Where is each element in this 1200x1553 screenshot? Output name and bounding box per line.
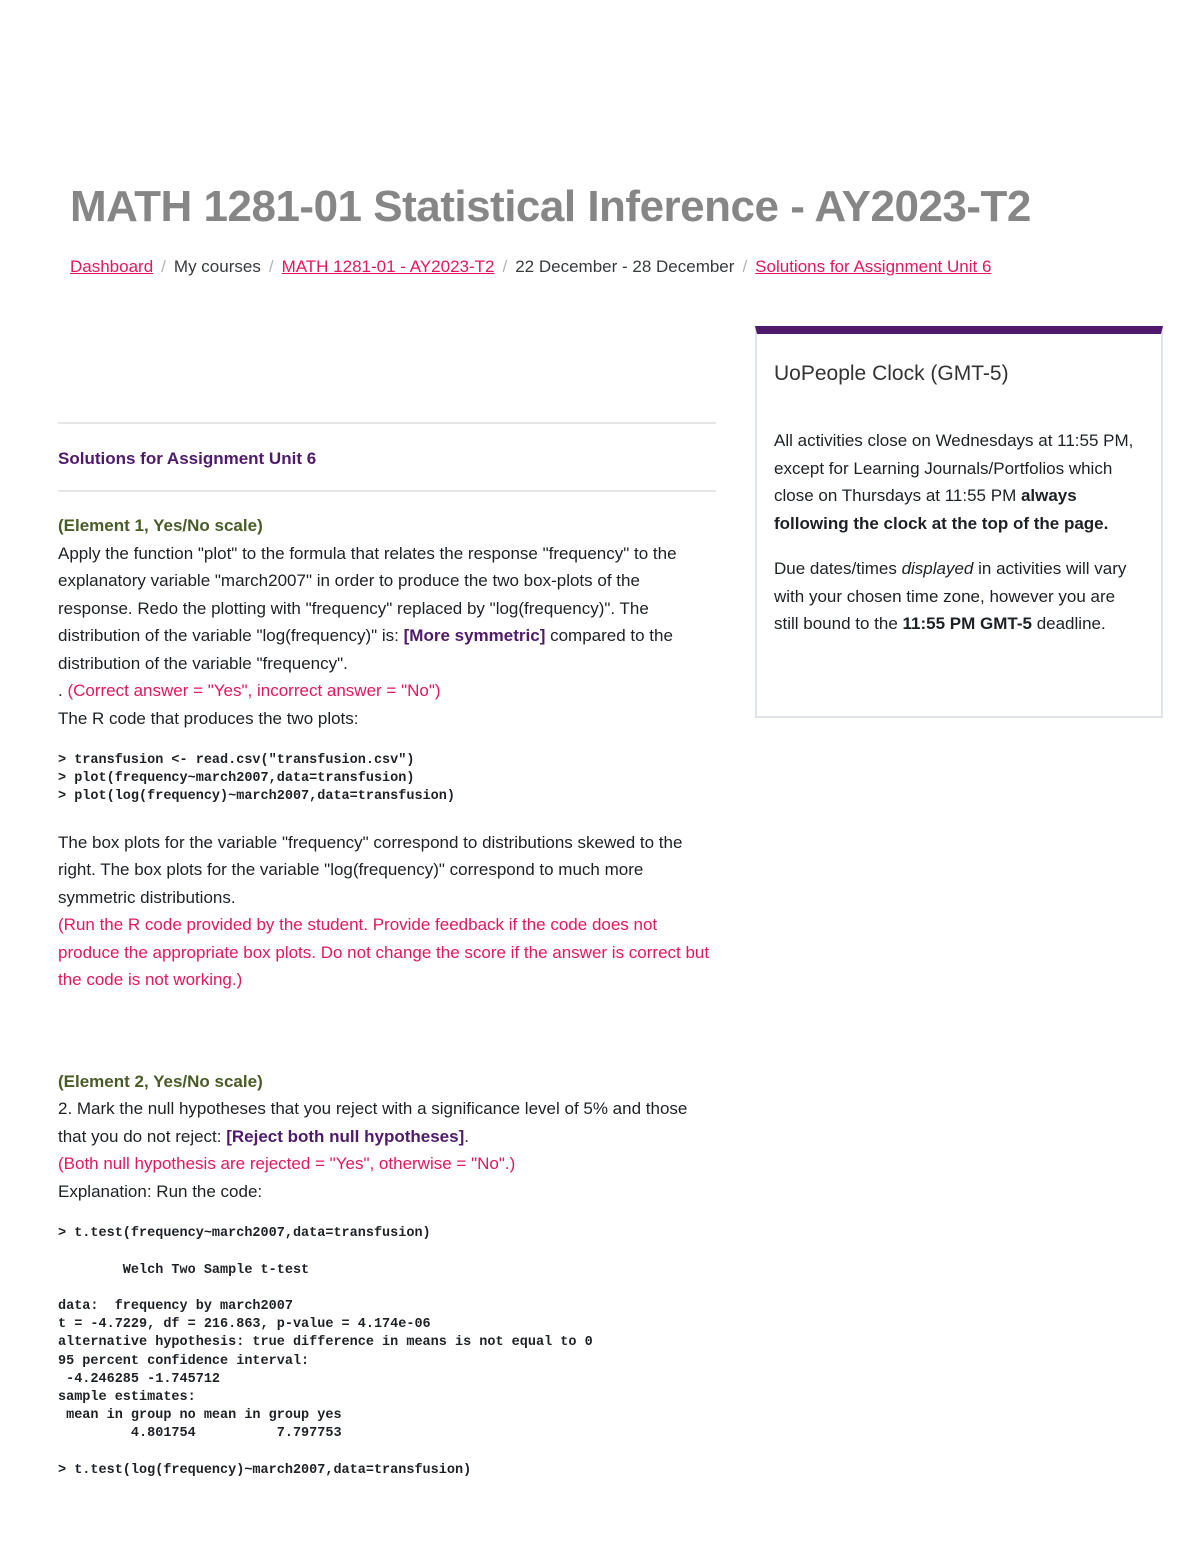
element1-question-text: Apply the function "plot" to the formula that relates the response "frequency" to the explanatory variable "march2007" in order to produce the two box-plots of the response. Redo the plotting with "frequency" replaced by "log(frequency)". The distribution of the variable "log(frequency)" is: xyxy=(58,543,677,645)
breadcrumb-separator: / xyxy=(742,257,748,276)
element1-answer: [More symmetric] xyxy=(403,626,546,645)
timezone-text-c: deadline. xyxy=(1031,614,1106,633)
page-title: MATH 1281-01 Statistical Inference - AY2023-T2 xyxy=(70,182,1031,231)
element1-question xyxy=(58,540,716,678)
divider xyxy=(58,490,716,492)
element2-question xyxy=(58,1095,716,1150)
timezone-text-a: Due dates/times xyxy=(774,559,902,578)
breadcrumb-dashboard-link[interactable]: Dashboard xyxy=(70,257,154,276)
clock-timezone-note xyxy=(774,555,1139,638)
breadcrumb-separator: / xyxy=(502,257,508,276)
element1-grading-text: (Correct answer = "Yes", incorrect answer = "No") xyxy=(67,681,441,700)
breadcrumb-separator: / xyxy=(268,257,274,276)
breadcrumb-separator: / xyxy=(161,257,166,276)
breadcrumb-page-link[interactable]: Solutions for Assignment Unit 6 xyxy=(755,257,992,276)
timezone-text-b: in activities will vary with your chosen time zone, however you are still bound to the xyxy=(774,559,1127,633)
timezone-deadline: 11:55 PM GMT-5 xyxy=(902,614,1032,633)
uopeople-clock-block xyxy=(755,326,1163,718)
element1-label: (Element 1, Yes/No scale) xyxy=(58,516,263,535)
clock-deadline-emphasis: always following the clock at the top of the page. xyxy=(774,486,1109,533)
element1-grading xyxy=(58,677,716,705)
element1-explanation: The box plots for the variable "frequency" correspond to distributions skewed to the right. The box plots for the variable "log(frequency)" correspond to much more symmetric distributions. xyxy=(58,832,683,907)
grading-prefix: . xyxy=(58,681,68,700)
breadcrumb-my-courses: My courses xyxy=(173,257,261,276)
element1-code-block: > transfusion <- read.csv("transfusion.csv") > plot(frequency~march2007,data=transfusion) > plot(log(frequency)~march2007,data=transfusion) xyxy=(58,753,455,805)
solution-body xyxy=(58,512,716,1480)
element1-grader-note: (Run the R code provided by the student. Provide feedback if the code does not produce the appropriate box plots. Do not change the score if the answer is correct but the code is not working.) xyxy=(58,915,710,990)
element1-question-end: compared to the distribution of the variable "frequency". xyxy=(58,626,673,673)
element2-label: (Element 2, Yes/No scale) xyxy=(58,1071,263,1091)
element2-question-end: . xyxy=(464,1126,469,1146)
section-title: Solutions for Assignment Unit 6 xyxy=(58,449,317,468)
main-content xyxy=(58,422,716,1480)
clock-block-title: UoPeople Clock (GMT-5) xyxy=(774,362,1009,385)
breadcrumb-week: 22 December - 28 December xyxy=(515,257,735,276)
element2-explanation: Explanation: Run the code: xyxy=(58,1181,263,1201)
timezone-text-em: displayed xyxy=(901,559,974,578)
breadcrumb-course-link[interactable]: MATH 1281-01 - AY2023-T2 xyxy=(281,257,495,276)
clock-deadline-note xyxy=(774,427,1139,537)
element2-code-block: > t.test(frequency~march2007,data=transfusion) Welch Two Sample t-test data: frequency by march2007 t = -4.7229, df = 216.863, p-value = 4.174e-06 alternative hypothesis: true difference in means is not equal to 0 95 percent confidence interval: -4.246285 -1.745712 sample estimates: mean in group no mean in group yes 4.801754 7.797753 > t.test(log(frequency)~march2007,data=transfusion) xyxy=(58,1226,593,1478)
element2-grading: (Both null hypothesis are rejected = "Yes", otherwise = "No".) xyxy=(58,1154,516,1174)
element2-question-text: 2. Mark the null hypotheses that you reject with a significance level of 5% and those that you do not reject: xyxy=(58,1099,688,1146)
breadcrumb xyxy=(70,257,991,277)
element2-answer: [Reject both null hypotheses] xyxy=(226,1126,465,1146)
clock-block-body xyxy=(774,427,1139,656)
clock-deadline-text: All activities close on Wednesdays at 11:55 PM, except for Learning Journals/Portfolios which close on Thursdays at 11:55 PM xyxy=(774,431,1134,505)
element1-code-intro: The R code that produces the two plots: xyxy=(58,708,359,728)
